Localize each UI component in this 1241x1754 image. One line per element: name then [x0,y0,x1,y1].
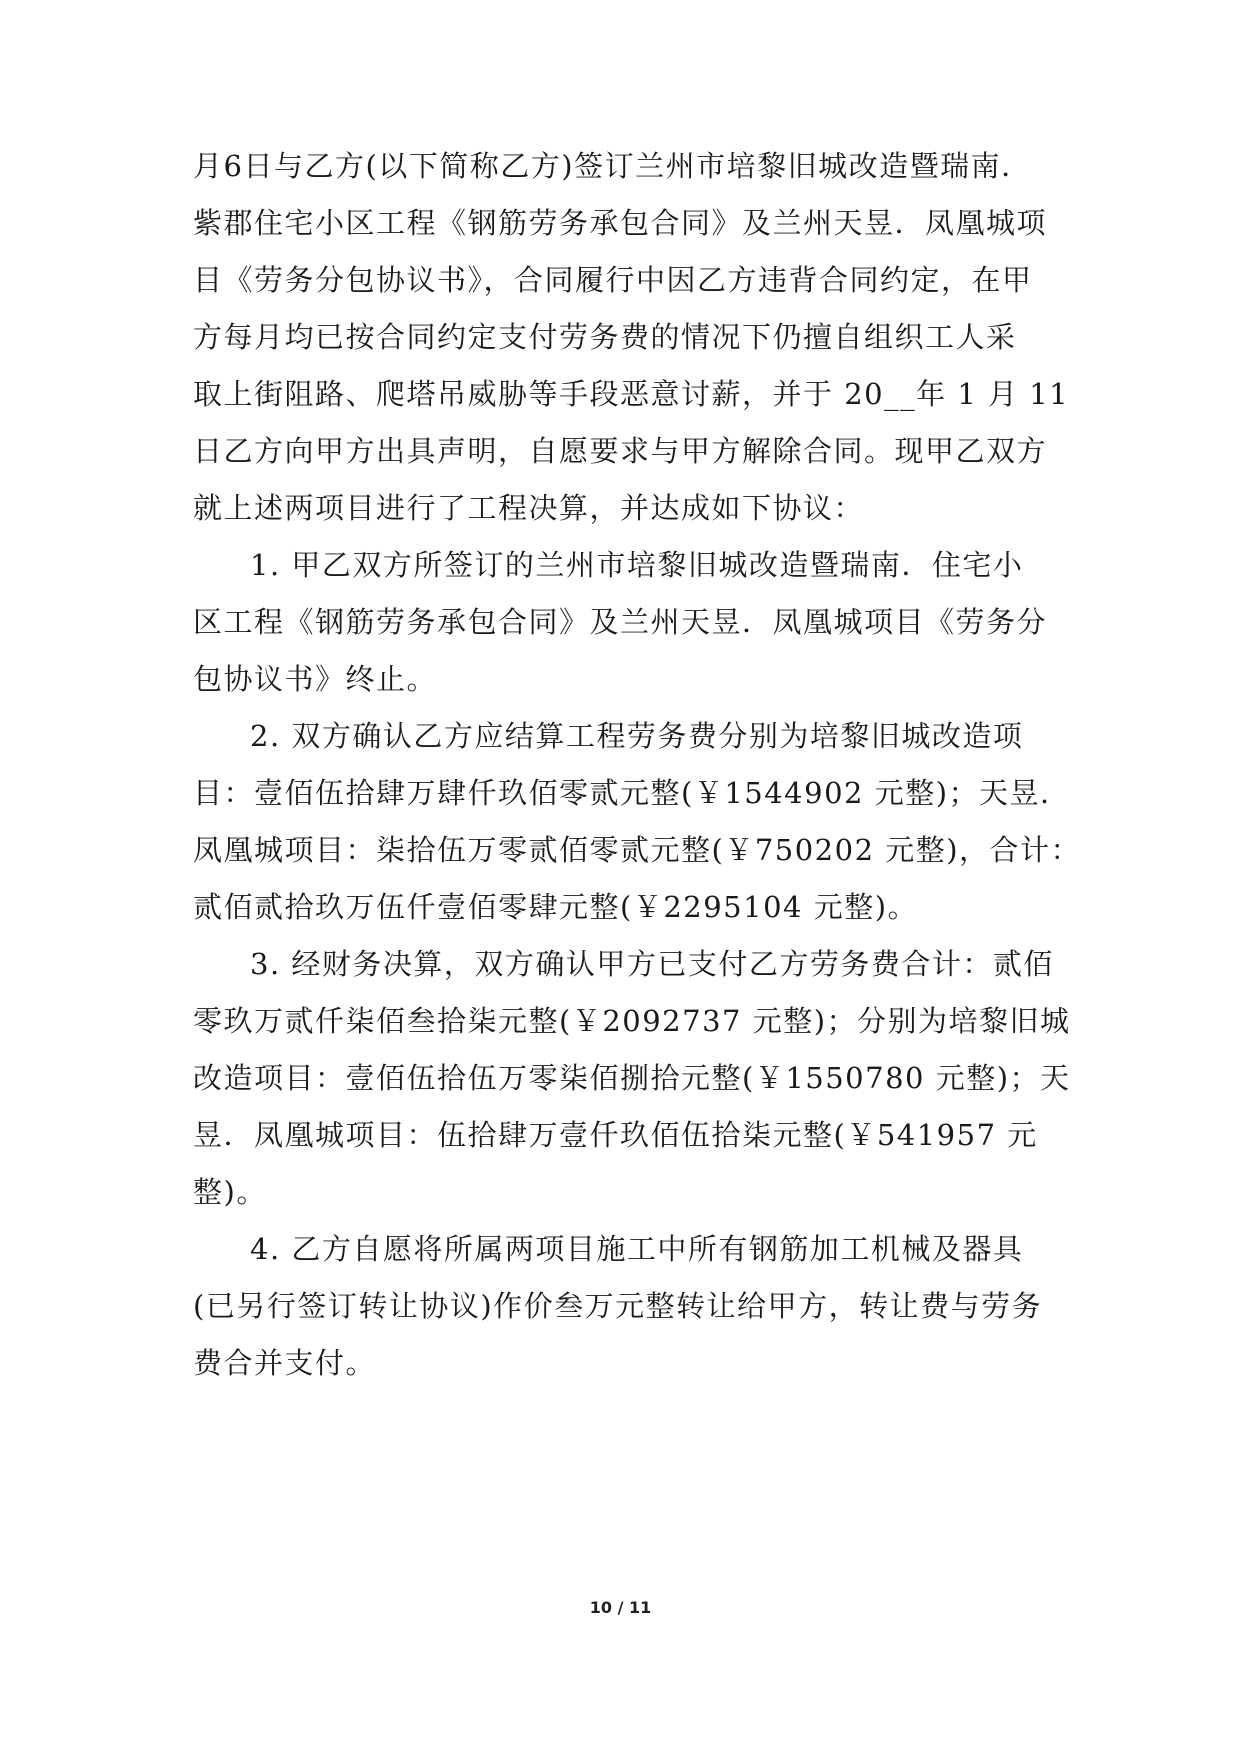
text-line: 改造项目：壹佰伍拾伍万零柒佰捌拾元整(￥1550780 元整)；天 [193,1061,1071,1095]
text-line: 取上街阻路、爬塔吊威胁等手段恶意讨薪，并于 20__年 1 月 11 [193,377,1070,411]
text-line: 包协议书》终止。 [193,662,438,696]
text-line: 凤凰城项目：柒拾伍万零贰佰零贰元整(￥750202 元整)，合计： [193,833,1082,867]
clause-4-line: 4. 乙方自愿将所属两项目施工中所有钢筋加工机械及器具 [250,1232,1024,1266]
text-line: 区工程《钢筋劳务承包合同》及兰州天昱．凤凰城项目《劳务分 [193,605,1048,639]
text-line: 费合并支付。 [193,1346,377,1380]
text-line: 目：壹佰伍拾肆万肆仟玖佰零贰元整(￥1544902 元整)；天昱． [193,776,1071,810]
text-line: 紫郡住宅小区工程《钢筋劳务承包合同》及兰州天昱．凤凰城项 [193,206,1048,240]
clause-2-line: 2. 双方确认乙方应结算工程劳务费分别为培黎旧城改造项 [250,719,1024,753]
text-line: (已另行签订转让协议)作价叁万元整转让给甲方，转让费与劳务 [193,1289,1043,1323]
text-line: 贰佰贰拾玖万伍仟壹佰零肆元整(￥2295104 元整)。 [193,890,919,924]
text-line: 零玖万贰仟柒佰叁拾柒元整(￥2092737 元整)；分别为培黎旧城 [193,1004,1071,1038]
text-line: 方每月均已按合同约定支付劳务费的情况下仍擅自组织工人采 [193,320,1017,354]
page-number: 10 / 11 [589,1598,652,1617]
text-line: 就上述两项目进行了工程决算，并达成如下协议： [193,491,865,525]
text-line: 昱．凤凰城项目：伍拾肆万壹仟玖佰伍拾柒元整(￥541957 元 [193,1118,1038,1152]
text-line: 日乙方向甲方出具声明，自愿要求与甲方解除合同。现甲乙双方 [193,434,1048,468]
text-line: 月6日与乙方(以下简称乙方)签订兰州市培黎旧城改造暨瑞南． [193,149,1032,183]
text-line: 目《劳务分包协议书》，合同履行中因乙方违背合同约定，在甲 [193,263,1033,297]
clause-3-line: 3. 经财务决算，双方确认甲方已支付乙方劳务费合计：贰佰 [250,947,1054,981]
clause-1-line: 1. 甲乙双方所签订的兰州市培黎旧城改造暨瑞南．住宅小 [250,548,1024,582]
text-line: 整)。 [193,1175,267,1209]
